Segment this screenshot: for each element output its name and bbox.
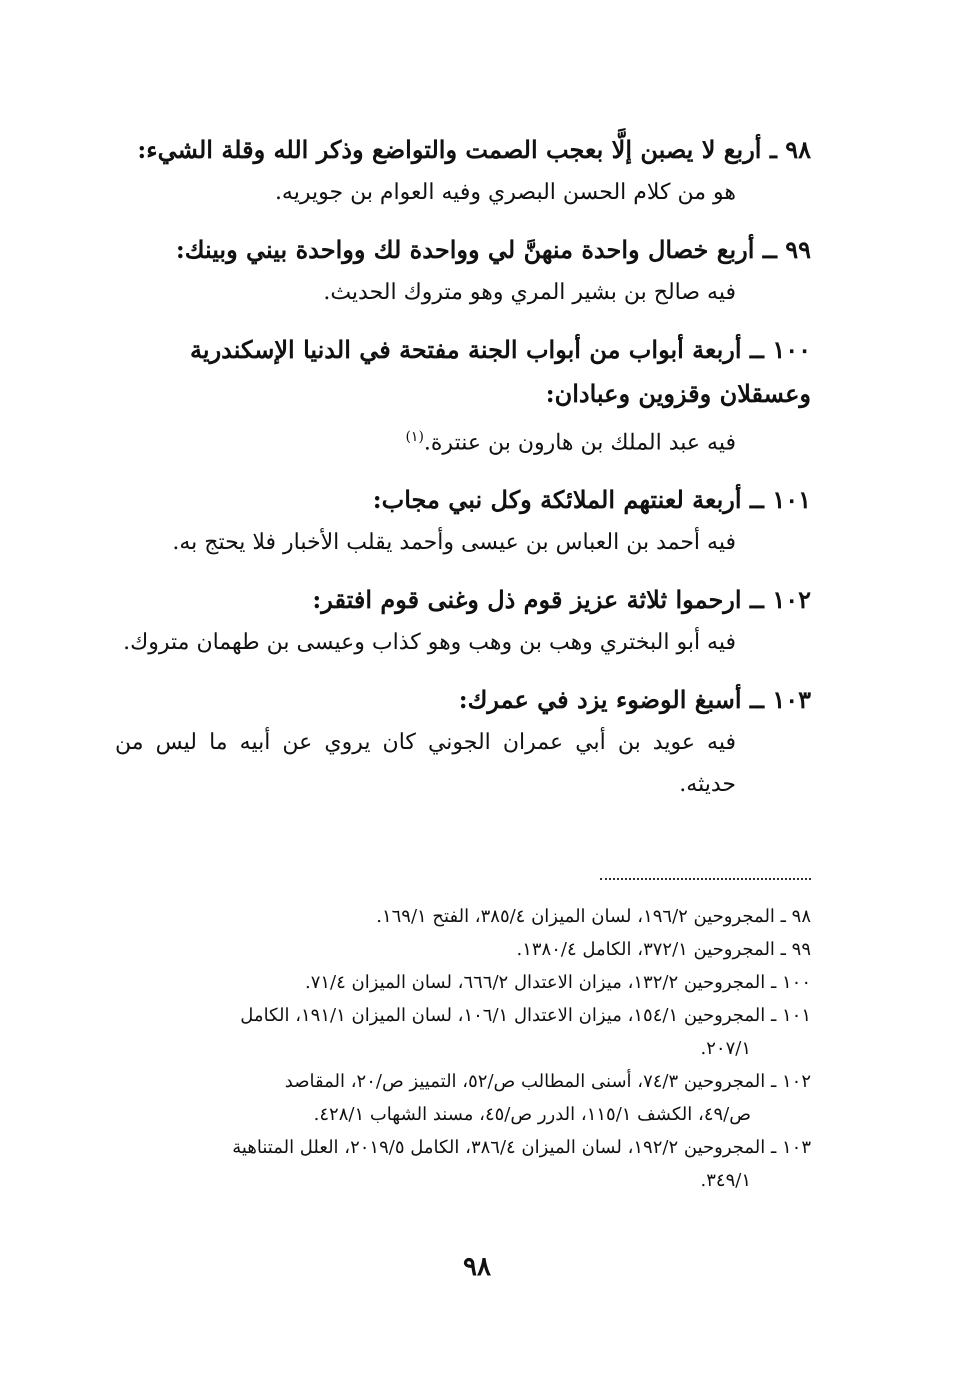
footnote-ref: (١): [405, 429, 424, 445]
entry-comment: فيه صالح بن بشير المري وهو متروك الحديث.: [323, 280, 736, 305]
footnote-98: [115, 900, 811, 933]
footnote-line: ١٠٢ ـ المجروحين ٧٤/٣، أسنى المطالب ص/٥٢، التمييز ص/٢٠، المقاصد: [284, 1071, 811, 1092]
entry-comment: هو من كلام الحسن البصري وفيه العوام بن جويريه.: [274, 180, 736, 205]
entry-comment-text: فيه عبد الملك بن هارون بن عنترة.: [423, 430, 736, 456]
entry-comment: فيه عويد بن أبي عمران الجوني كان يروي عن أبيه ما ليس من حديثه.: [115, 730, 736, 798]
footnote-line: ٩٨ ـ المجروحين ١٩٦/٢، لسان الميزان ٣٨٥/٤، الفتح ١٦٩/١.: [376, 906, 811, 927]
entry-comment: [115, 416, 811, 464]
entry-heading: ١٠٠ ــ أربعة أبواب من أبواب الجنة مفتحة في الدنيا الإسكندرية وعسقلان وقزوين وعبادان:: [190, 335, 811, 408]
footnote-103: [115, 1131, 811, 1197]
footnote-102: [115, 1065, 811, 1131]
entry-heading: ٩٩ ــ أربع خصال واحدة منهنَّ لي وواحدة لك وواحدة بيني وبينك:: [175, 235, 811, 264]
entry-98: [115, 128, 811, 214]
footnote-line-continued: ٢٠٧/١.: [700, 1038, 751, 1059]
footnotes: [115, 900, 811, 1197]
footnote-line-continued: ص/٤٩، الكشف ١١٥/١، الدرر ص/٤٥، مسند الشهاب ٤٢٨/١.: [313, 1104, 751, 1125]
footnote-line: ١٠١ ـ المجروحين ١٥٤/١، ميزان الاعتدال ١٠٦/١، لسان الميزان ١٩١/١، الكامل: [240, 1005, 811, 1026]
entry-heading: ٩٨ ـ أربع لا يصبن إلَّا بعجب الصمت والتواضع وذكر الله وقلة الشيء:: [137, 135, 811, 164]
entry-heading: ١٠٢ ــ ارحموا ثلاثة عزيز قوم ذل وغنى قوم افتقر:: [312, 585, 811, 615]
entry-heading: ١٠١ ــ أربعة لعنتهم الملائكة وكل نبي مجاب:: [372, 485, 811, 515]
footnote-line: ١٠٠ ـ المجروحين ١٣٢/٢، ميزان الاعتدال ٦٦٦/٢، لسان الميزان ٧١/٤.: [304, 972, 811, 993]
footnote-100: [115, 966, 811, 999]
footnote-line: ٩٩ ـ المجروحين ٣٧٢/١، الكامل ١٣٨٠/٤.: [516, 939, 811, 960]
entry-100: [115, 328, 811, 464]
entry-99: [115, 228, 811, 314]
entry-heading: ١٠٣ ــ أسبغ الوضوء يزد في عمرك:: [458, 685, 811, 715]
entry-comment: فيه أحمد بن العباس بن عيسى وأحمد يقلب الأخبار فلا يحتج به.: [172, 530, 736, 556]
entry-101: [115, 478, 811, 564]
footnote-99: [115, 933, 811, 966]
page-number: ٩٨: [463, 1252, 491, 1282]
hadith-entries: [115, 128, 811, 820]
entry-comment: فيه أبو البختري وهب بن وهب وهو كذاب وعيسى بن طهمان متروك.: [123, 630, 736, 656]
footnote-101: [115, 999, 811, 1065]
entry-103: [115, 678, 811, 806]
footnote-line: ١٠٣ ـ المجروحين ١٩٢/٢، لسان الميزان ٣٨٦/٤، الكامل ٢٠١٩/٥، العلل المتناهية: [232, 1137, 811, 1158]
footnote-divider: [600, 878, 811, 880]
entry-102: [115, 578, 811, 664]
footnote-line-continued: ٣٤٩/١.: [700, 1170, 751, 1191]
